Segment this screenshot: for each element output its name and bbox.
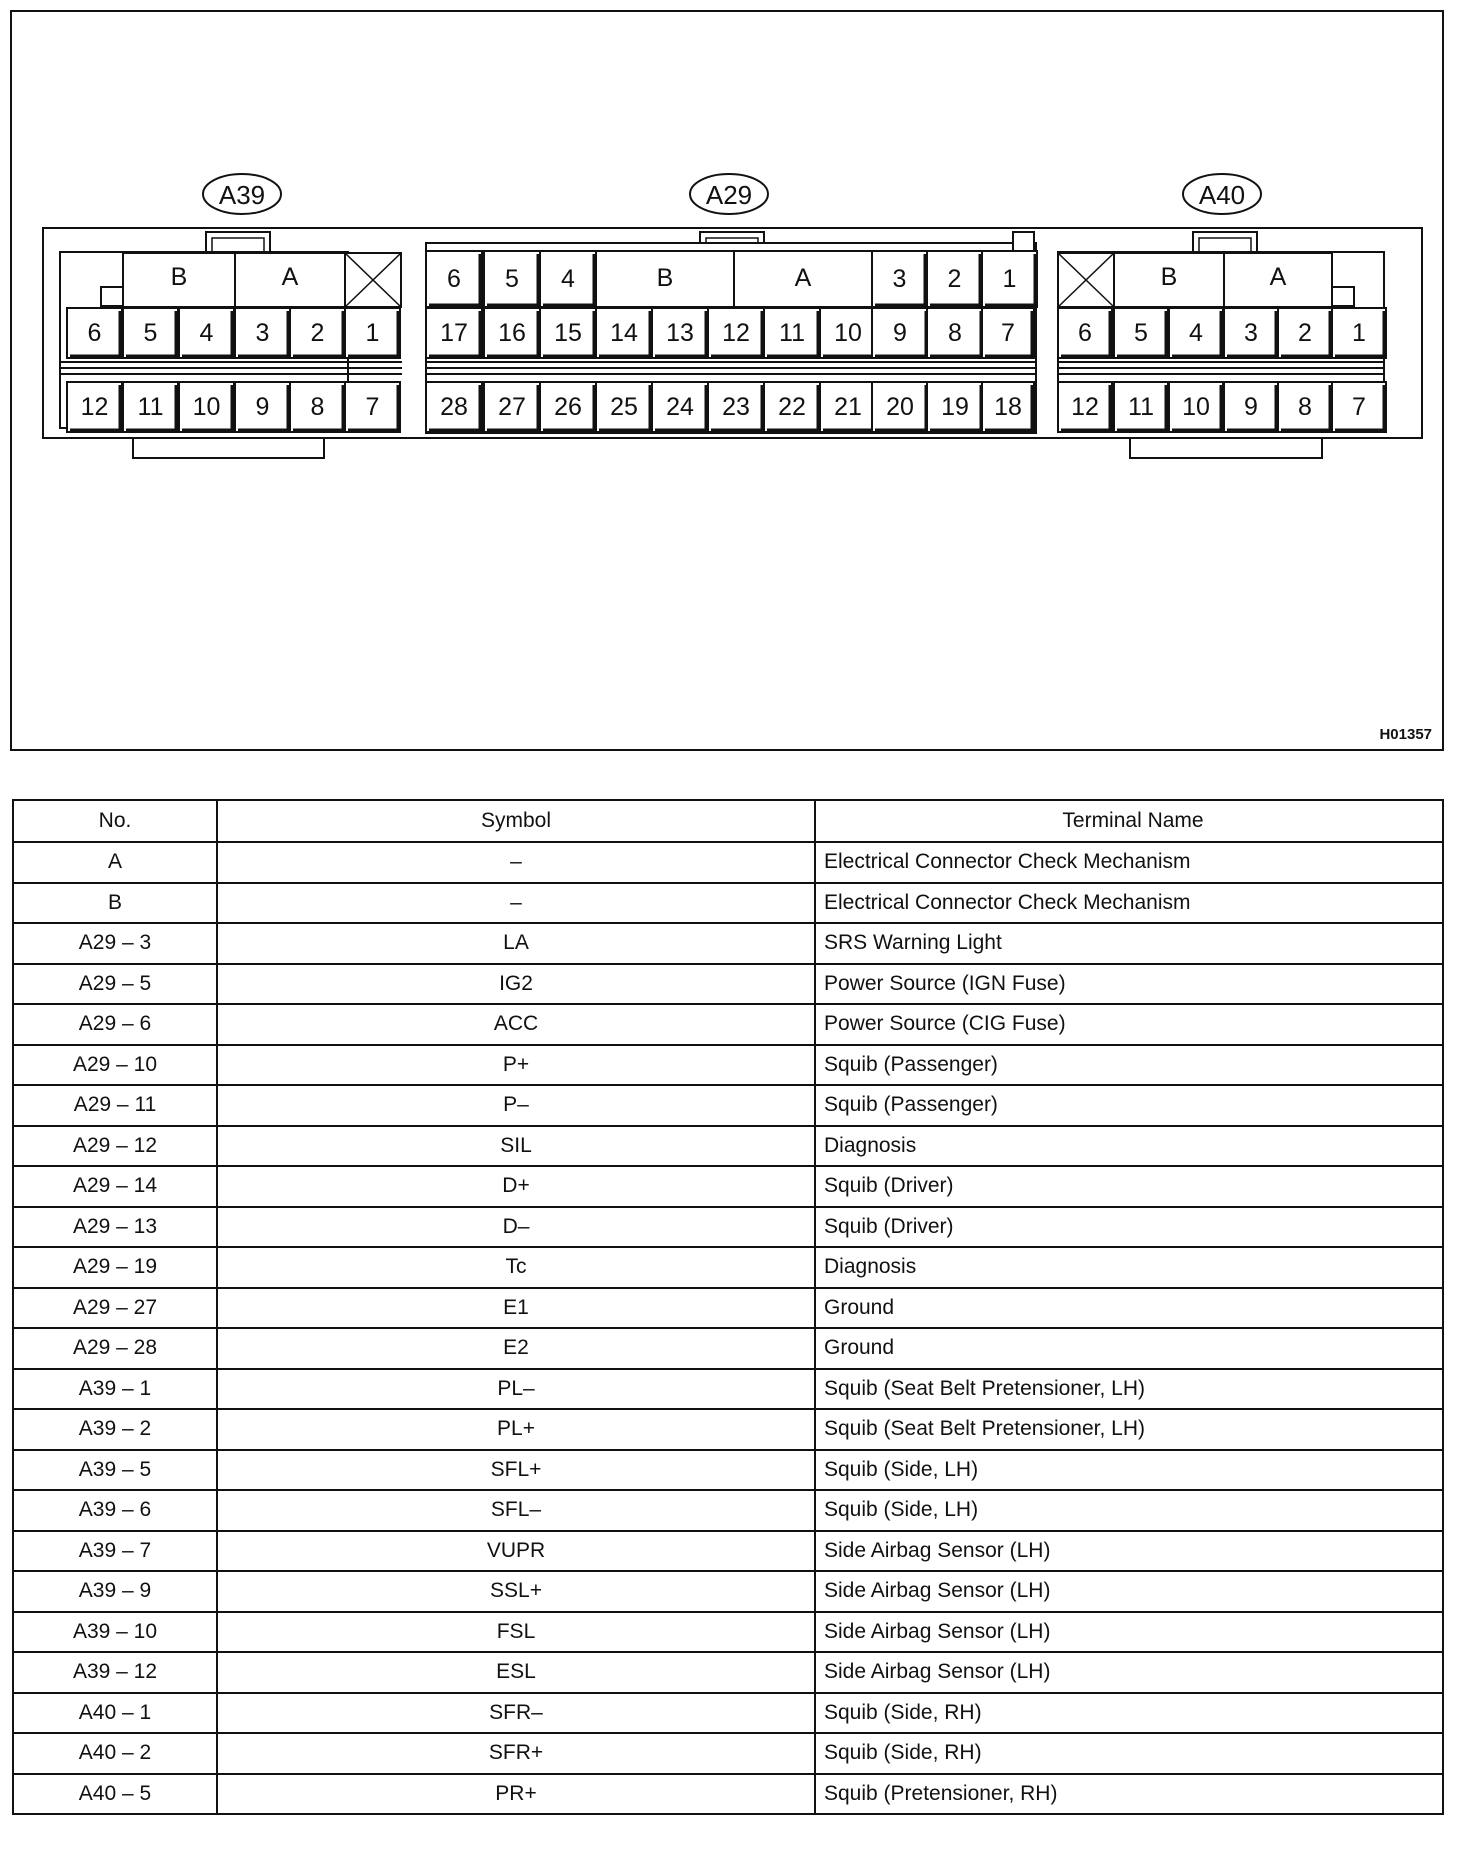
table-row (13, 1369, 1443, 1410)
cell-symbol: E2 (217, 1328, 815, 1369)
connector-diagram (10, 10, 1444, 751)
connector-id-label: A29 (705, 180, 753, 210)
table-row (13, 1531, 1443, 1572)
cell-symbol: VUPR (217, 1531, 815, 1572)
cell-symbol: D– (217, 1207, 815, 1248)
table-row (13, 1733, 1443, 1774)
pin-label: 11 (1128, 393, 1154, 421)
table-row (13, 964, 1443, 1005)
check-cell-label: A (794, 264, 812, 292)
cell-terminal-name: Squib (Driver) (815, 1207, 1443, 1248)
cell-symbol: PL+ (217, 1409, 815, 1450)
table-row (13, 1085, 1443, 1126)
cell-symbol: SSL+ (217, 1571, 815, 1612)
pin-label: 7 (1001, 319, 1015, 347)
cell-terminal-name: Side Airbag Sensor (LH) (815, 1612, 1443, 1653)
cell-no: A40 – 1 (13, 1693, 217, 1734)
cell-no: A29 – 5 (13, 964, 217, 1005)
pin-label: 5 (505, 265, 519, 293)
cell-symbol: P– (217, 1085, 815, 1126)
table-row (13, 1247, 1443, 1288)
pin-label: 5 (143, 319, 158, 347)
cell-symbol: LA (217, 923, 815, 964)
pin-label: 6 (87, 319, 102, 347)
pin-label: 3 (1244, 319, 1258, 347)
cell-no: A40 – 5 (13, 1774, 217, 1815)
pin-label: 9 (893, 319, 907, 347)
table-row (13, 923, 1443, 964)
pin-label: 23 (722, 393, 750, 421)
pin-label: 7 (365, 393, 380, 421)
table-row (13, 1450, 1443, 1491)
cell-terminal-name: Diagnosis (815, 1126, 1443, 1167)
pin-label: 3 (892, 265, 907, 293)
table-body (13, 842, 1443, 1814)
connector-id-label: A39 (218, 180, 266, 210)
pin-label: 1 (1352, 319, 1366, 347)
cell-terminal-name: Squib (Pretensioner, RH) (815, 1774, 1443, 1815)
connector-face-drawing (12, 12, 1442, 749)
table-row (13, 1571, 1443, 1612)
pin-label: 6 (447, 265, 461, 293)
pin-label: 9 (1244, 393, 1258, 421)
pin-label: 3 (255, 319, 270, 347)
connector-a40-foot (1130, 438, 1322, 458)
pin-label: 10 (192, 393, 221, 421)
cell-no: A39 – 12 (13, 1652, 217, 1693)
cell-no: A39 – 9 (13, 1571, 217, 1612)
cell-terminal-name: Electrical Connector Check Mechanism (815, 842, 1443, 883)
table-row (13, 1490, 1443, 1531)
cell-terminal-name: Ground (815, 1288, 1443, 1329)
pin-label: 4 (561, 265, 575, 293)
pin-label: 4 (1189, 319, 1203, 347)
table-row (13, 842, 1443, 883)
cell-terminal-name: Squib (Seat Belt Pretensioner, LH) (815, 1409, 1443, 1450)
cell-terminal-name: Squib (Side, LH) (815, 1450, 1443, 1491)
cell-symbol: – (217, 883, 815, 924)
pin-label: 16 (498, 319, 526, 347)
cell-no: A29 – 3 (13, 923, 217, 964)
pin-label: 8 (948, 319, 962, 347)
pin-label: 17 (440, 319, 468, 347)
table-row (13, 1207, 1443, 1248)
cell-symbol: SFR– (217, 1693, 815, 1734)
cell-symbol: FSL (217, 1612, 815, 1653)
pin-label: 2 (1298, 319, 1312, 347)
table-row (13, 1045, 1443, 1086)
pin-label: 19 (941, 393, 969, 421)
cell-symbol: PL– (217, 1369, 815, 1410)
check-cell-label: A (281, 263, 299, 291)
table-row (13, 1693, 1443, 1734)
cell-terminal-name: Squib (Passenger) (815, 1085, 1443, 1126)
pin-label: 9 (255, 393, 270, 421)
pin-label: 21 (834, 393, 862, 421)
cell-no: A39 – 7 (13, 1531, 217, 1572)
pin-label: 1 (365, 319, 380, 347)
table-row (13, 1612, 1443, 1653)
pin-label: 12 (1071, 393, 1099, 421)
cell-no: A29 – 19 (13, 1247, 217, 1288)
table-row (13, 1328, 1443, 1369)
cell-no: A29 – 27 (13, 1288, 217, 1329)
check-cell-label: A (1269, 263, 1287, 291)
table-row (13, 1004, 1443, 1045)
table-row (13, 1126, 1443, 1167)
cell-no: B (13, 883, 217, 924)
pin-label: 8 (1298, 393, 1312, 421)
pin-label: 20 (886, 393, 914, 421)
cell-symbol: ACC (217, 1004, 815, 1045)
pin-label: 26 (554, 393, 582, 421)
cell-terminal-name: SRS Warning Light (815, 923, 1443, 964)
cell-symbol: SFL– (217, 1490, 815, 1531)
cell-terminal-name: Diagnosis (815, 1247, 1443, 1288)
cell-symbol: E1 (217, 1288, 815, 1329)
cell-symbol: IG2 (217, 964, 815, 1005)
cell-terminal-name: Squib (Passenger) (815, 1045, 1443, 1086)
cell-terminal-name: Squib (Side, RH) (815, 1733, 1443, 1774)
connector-a39-foot (133, 438, 324, 458)
figure-code: H01357 (1379, 726, 1432, 743)
pin-label: 2 (310, 319, 325, 347)
cell-terminal-name: Power Source (CIG Fuse) (815, 1004, 1443, 1045)
header-symbol: Symbol (217, 800, 815, 842)
table-row (13, 883, 1443, 924)
cell-symbol: SFL+ (217, 1450, 815, 1491)
cell-symbol: D+ (217, 1166, 815, 1207)
pin-label: 15 (554, 319, 582, 347)
table-header-row (13, 800, 1443, 842)
cell-symbol: P+ (217, 1045, 815, 1086)
check-cell-label: B (170, 263, 188, 291)
cell-no: A39 – 10 (13, 1612, 217, 1653)
pin-label: 2 (947, 265, 962, 293)
terminal-table (12, 799, 1444, 1815)
cell-symbol: PR+ (217, 1774, 815, 1815)
cell-terminal-name: Squib (Driver) (815, 1166, 1443, 1207)
connector-a40-key (1332, 287, 1354, 306)
pin-label: 10 (834, 319, 862, 347)
table-row (13, 1288, 1443, 1329)
cell-terminal-name: Ground (815, 1328, 1443, 1369)
cell-terminal-name: Side Airbag Sensor (LH) (815, 1531, 1443, 1572)
cell-no: A40 – 2 (13, 1733, 217, 1774)
cell-symbol: ESL (217, 1652, 815, 1693)
table-row (13, 1774, 1443, 1815)
cell-no: A29 – 28 (13, 1328, 217, 1369)
cell-no: A29 – 14 (13, 1166, 217, 1207)
cell-no: A29 – 12 (13, 1126, 217, 1167)
connector-a39-key (101, 287, 123, 306)
pin-label: 12 (722, 319, 750, 347)
pin-label: 14 (610, 319, 638, 347)
pin-label: 27 (498, 393, 526, 421)
cell-terminal-name: Electrical Connector Check Mechanism (815, 883, 1443, 924)
connector-id-label: A40 (1198, 180, 1246, 210)
pin-label: 11 (779, 319, 805, 347)
pin-label: 28 (440, 393, 468, 421)
cell-terminal-name: Side Airbag Sensor (LH) (815, 1652, 1443, 1693)
table-row (13, 1409, 1443, 1450)
pin-label: 18 (994, 393, 1022, 421)
pin-label: 6 (1078, 319, 1092, 347)
cell-terminal-name: Squib (Seat Belt Pretensioner, LH) (815, 1369, 1443, 1410)
pin-label: 11 (137, 393, 164, 421)
cell-terminal-name: Squib (Side, LH) (815, 1490, 1443, 1531)
pin-label: 5 (1134, 319, 1148, 347)
pin-label: 8 (310, 393, 325, 421)
table-row (13, 1166, 1443, 1207)
cell-no: A29 – 6 (13, 1004, 217, 1045)
cell-no: A39 – 6 (13, 1490, 217, 1531)
cell-no: A39 – 1 (13, 1369, 217, 1410)
connector-a29-key (1013, 232, 1034, 252)
pin-label: 1 (1002, 265, 1017, 293)
check-cell-label: B (1160, 263, 1178, 291)
table-row (13, 1652, 1443, 1693)
cell-symbol: SFR+ (217, 1733, 815, 1774)
pin-label: 24 (666, 393, 694, 421)
cell-no: A29 – 13 (13, 1207, 217, 1248)
cell-no: A (13, 842, 217, 883)
cell-terminal-name: Power Source (IGN Fuse) (815, 964, 1443, 1005)
pin-label: 25 (610, 393, 638, 421)
pin-label: 22 (778, 393, 806, 421)
pin-label: 13 (666, 319, 694, 347)
cell-no: A29 – 10 (13, 1045, 217, 1086)
cell-no: A39 – 2 (13, 1409, 217, 1450)
check-cell-label: B (656, 264, 674, 292)
cell-symbol: SIL (217, 1126, 815, 1167)
pin-label: 7 (1352, 393, 1366, 421)
pin-label: 4 (199, 319, 214, 347)
header-no: No. (13, 800, 217, 842)
cell-no: A29 – 11 (13, 1085, 217, 1126)
pin-label: 12 (80, 393, 109, 421)
header-terminal-name: Terminal Name (815, 800, 1443, 842)
pin-label: 10 (1182, 393, 1210, 421)
cell-symbol: – (217, 842, 815, 883)
cell-symbol: Tc (217, 1247, 815, 1288)
cell-terminal-name: Side Airbag Sensor (LH) (815, 1571, 1443, 1612)
cell-no: A39 – 5 (13, 1450, 217, 1491)
cell-terminal-name: Squib (Side, RH) (815, 1693, 1443, 1734)
